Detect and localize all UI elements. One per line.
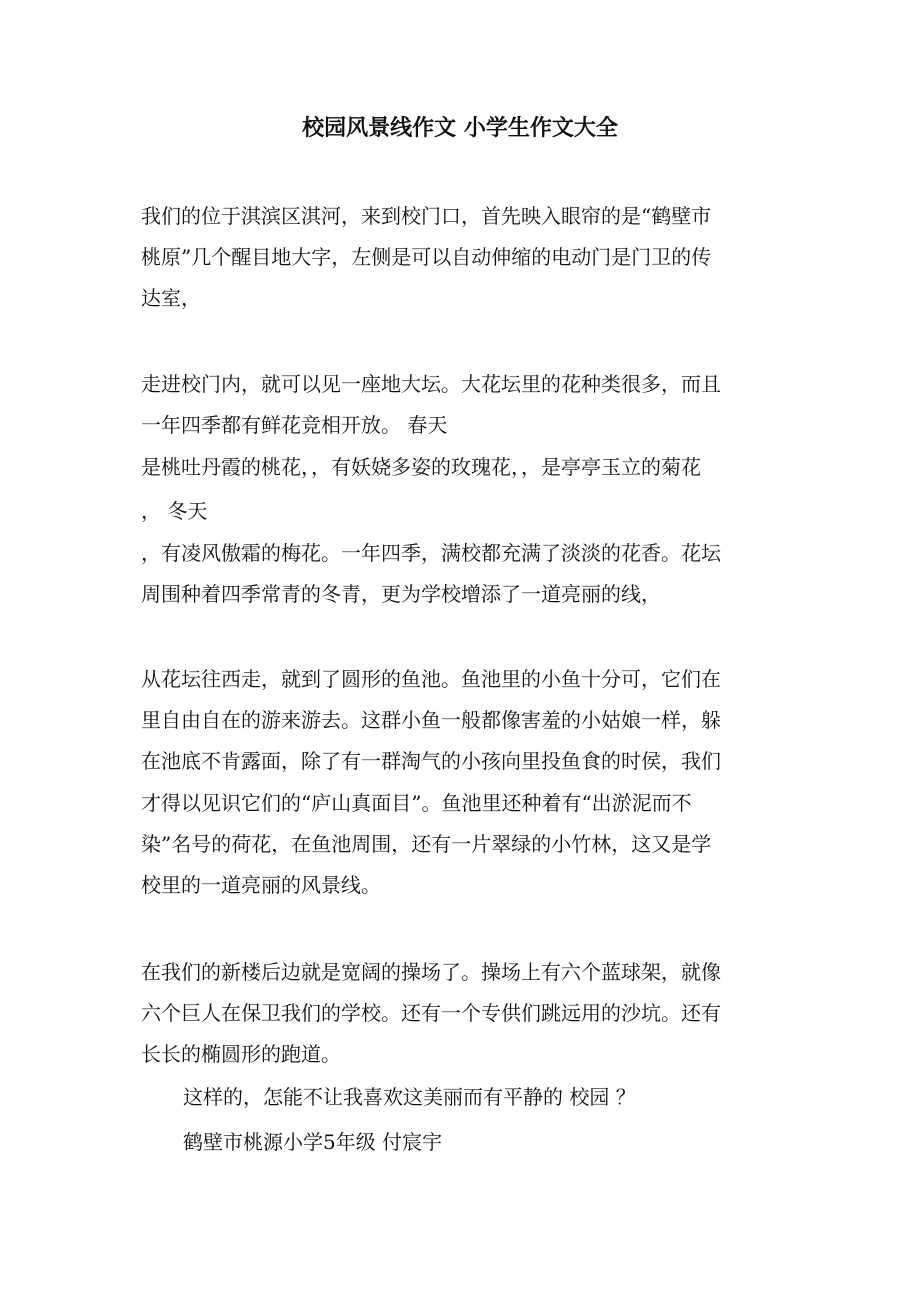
closing-question: 这样的，怎能不让我喜欢这美丽而有平静的 校园 ？: [183, 1085, 636, 1109]
paragraph-3-line-3: 在池底不肯露面，除了有一群淘气的小孩向里投鱼食的时侯，我们: [141, 749, 721, 773]
paragraph-1-line-2: 桃原”几个醒目地大字，左侧是可以自动伸缩的电动门是门卫的传: [141, 245, 712, 269]
paragraph-4-line-2: 六个巨人在保卫我们的学校。还有一个专供们跳远用的沙坑。还有: [141, 1001, 721, 1025]
paragraph-1-line-3: 达室，: [141, 286, 201, 310]
paragraph-2-line-4: ， 冬天: [141, 499, 208, 523]
paragraph-2-line-2: 一年四季都有鲜花竞相开放。 春天: [141, 413, 448, 437]
document-title: 校园风景线作文 小学生作文大全: [302, 115, 618, 141]
paragraph-3-line-2: 里自由自在的游来游去。这群小鱼一般都像害羞的小姑娘一样，躲: [141, 708, 721, 732]
paragraph-2-line-3: 是桃吐丹霞的桃花，，有妖娆多姿的玫瑰花，，是亭亭玉立的菊花: [141, 455, 701, 479]
paragraph-2-line-1: 走进校门内，就可以见一座地大坛。大花坛里的花种类很多，而且: [141, 372, 721, 396]
paragraph-4-line-3: 长长的椭圆形的跑道。: [141, 1042, 341, 1066]
paragraph-3-line-1: 从花坛往西走，就到了圆形的鱼池。鱼池里的小鱼十分可，它们在: [141, 667, 721, 691]
paragraph-3-line-6: 校里的一道亮丽的风景线。: [141, 873, 381, 897]
paragraph-2-line-5: ，有凌风傲霜的梅花。一年四季，满校都充满了淡淡的花香。花坛: [141, 541, 721, 565]
paragraph-3-line-5: 染”名号的荷花，在鱼池周围，还有一片翠绿的小竹林，这又是学: [141, 832, 712, 856]
paragraph-4-line-1: 在我们的新楼后边就是宽阔的操场了。操场上有六个蓝球架，就像: [141, 960, 721, 984]
paragraph-2-line-6: 周围种着四季常青的冬青，更为学校增添了一道亮丽的线，: [141, 582, 661, 606]
paragraph-1-line-1: 我们的位于淇滨区淇河，来到校门口，首先映入眼帘的是“鹤壁市: [141, 204, 712, 228]
paragraph-3-line-4: 才得以见识它们的“庐山真面目”。鱼池里还种着有“出淤泥而不: [141, 791, 692, 815]
author-signature: 鹤壁市桃源小学5年级 付宸宇: [183, 1130, 443, 1154]
